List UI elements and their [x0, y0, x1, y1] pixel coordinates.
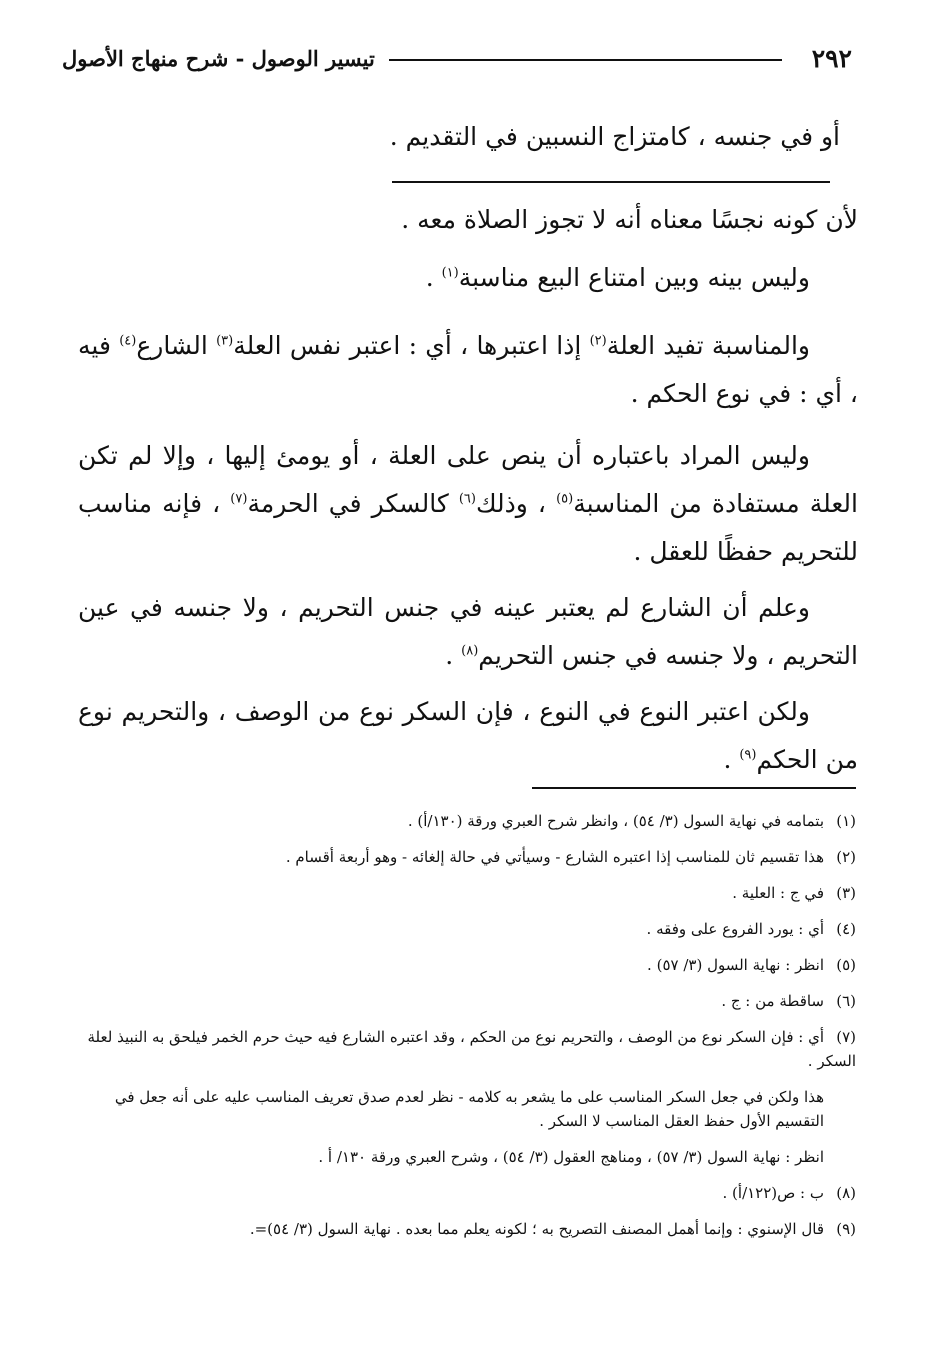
paragraph-3 — [78, 322, 858, 418]
footnote-ref-4[interactable]: (٤) — [119, 333, 137, 349]
paragraph-4-part-c: كالسكر في الحرمة — [247, 489, 459, 518]
footnote-number: (٢) — [836, 848, 856, 866]
footnote-text: انظر : نهاية السول (٣/ ٥٧) . — [647, 956, 824, 974]
paragraph-3-part-b: إذا اعتبرها ، أي : اعتبر نفس العلة — [233, 331, 590, 360]
footnote-text: ساقطة من : ج . — [721, 992, 824, 1010]
paragraph-4-part-b: ، وذلك — [475, 489, 557, 518]
paragraph-2-text: وليس بينه وبين امتناع البيع مناسبة — [458, 263, 810, 292]
paragraph-4-part-a: وليس المراد باعتباره أن ينص على العلة ، أو يومئ إليها ، وإلا لم تكن العلة مستفادة من المناسبة — [78, 441, 858, 518]
running-title: تيسير الوصول - شرح منهاج الأصول — [62, 45, 375, 71]
footnote-item — [82, 1019, 856, 1079]
page-header — [62, 38, 852, 78]
footnote-text: بتمامه في نهاية السول (٣/ ٥٤) ، وانظر شرح العبري ورقة (١٣٠/أ) . — [407, 812, 824, 830]
paragraph-6-part-a: ولكن اعتبر النوع في النوع ، فإن السكر نوع من الوصف ، والتحريم نوع من الحكم — [78, 697, 858, 774]
footnote-item — [82, 947, 856, 983]
footnote-text: أي : يورد الفروع على وفقه . — [646, 920, 824, 938]
footnote-item — [82, 839, 856, 875]
paragraph-5-part-a: وعلم أن الشارع لم يعتبر عينه في جنس التحريم ، ولا جنسه في عين التحريم ، ولا جنسه في جنس التحريم — [78, 593, 858, 670]
footnote-item — [82, 911, 856, 947]
footnote-ref-7[interactable]: (٧) — [230, 491, 248, 507]
footnote-text: أي : فإن السكر نوع من الوصف ، والتحريم نوع من الحكم ، وقد اعتبره الشارع فيه حيث حرم الخمر فيلحق به النبيذ لعلة السكر . — [87, 1028, 856, 1070]
paragraph-1 — [78, 196, 858, 244]
page-number: ٢٩٢ — [811, 43, 852, 73]
footnote-ref-8[interactable]: (٨) — [461, 643, 479, 659]
footnote-continuation — [82, 1139, 856, 1175]
footnote-text: هذا تقسيم ثان للمناسب إذا اعتبره الشارع - وسيأتي في حالة إلغائه - وهو أربعة أقسام . — [285, 848, 824, 866]
header-rule — [389, 59, 782, 61]
footnote-ref-9[interactable]: (٩) — [739, 747, 757, 763]
matn-underline — [392, 181, 830, 183]
paragraph-4 — [78, 432, 858, 576]
matn-text: أو في جنسه ، كامتزاج النسبين في التقديم . — [389, 122, 840, 151]
paragraph-2-end: . — [425, 263, 442, 292]
footnote-ref-5[interactable]: (٥) — [556, 491, 574, 507]
footnote-number: (٣) — [836, 884, 856, 902]
paragraph-5 — [78, 584, 858, 680]
footnote-text: هذا ولكن في جعل السكر المناسب على ما يشعر به كلامه - نظر لعدم صدق تعريف المناسب عليه على أنه جعل في التقسيم الأول حفظ العقل المناسب لا السكر . — [114, 1088, 824, 1130]
footnote-continuation — [82, 1079, 856, 1139]
footnote-number: (٥) — [836, 956, 856, 974]
footnote-separator — [532, 787, 856, 789]
footnote-number: (٤) — [836, 920, 856, 938]
footnote-ref-6[interactable]: (٦) — [458, 491, 476, 507]
footnote-number: (٧) — [836, 1028, 856, 1046]
footnote-number: (١) — [836, 812, 856, 830]
paragraph-6 — [78, 688, 858, 784]
paragraph-2 — [78, 254, 858, 302]
footnote-number: (٨) — [836, 1184, 856, 1202]
footnote-ref-3[interactable]: (٣) — [216, 333, 234, 349]
footnote-item — [82, 983, 856, 1019]
footnote-item — [82, 803, 856, 839]
footnote-text: قال الإسنوي : وإنما أهمل المصنف التصريح به ؛ لكونه يعلم مما بعده . نهاية السول (٣/ ٥٤)=. — [249, 1220, 824, 1238]
paragraph-6-part-b: . — [723, 745, 740, 774]
footnote-ref-1[interactable]: (١) — [441, 265, 459, 281]
footnote-text: ب : ص(١٢٢/أ) . — [722, 1184, 824, 1202]
footnote-text: انظر : نهاية السول (٣/ ٥٧) ، ومناهج العقول (٣/ ٥٤) ، وشرح العبري ورقة ١٣٠/ أ . — [318, 1148, 824, 1166]
paragraph-5-part-b: . — [445, 641, 462, 670]
paragraph-3-part-c: الشارع — [136, 331, 217, 360]
paragraph-1-text: لأن كونه نجسًا معناه أنه لا تجوز الصلاة معه . — [401, 205, 858, 234]
footnote-text: في ج : العلية . — [732, 884, 824, 902]
paragraph-4-part-d: ، فإنه مناسب للتحريم حفظًا للعقل . — [78, 489, 858, 566]
footnote-item — [82, 1175, 856, 1211]
footnote-number: (٩) — [836, 1220, 856, 1238]
paragraph-3-part-d: فيه ، أي : في نوع الحكم . — [78, 331, 858, 408]
footnote-item — [82, 875, 856, 911]
footnote-ref-2[interactable]: (٢) — [589, 333, 607, 349]
footnotes-section — [82, 803, 856, 1247]
footnote-item — [82, 1211, 856, 1247]
footnote-number: (٦) — [836, 992, 856, 1010]
paragraph-3-part-a: والمناسبة تفيد العلة — [606, 331, 810, 360]
